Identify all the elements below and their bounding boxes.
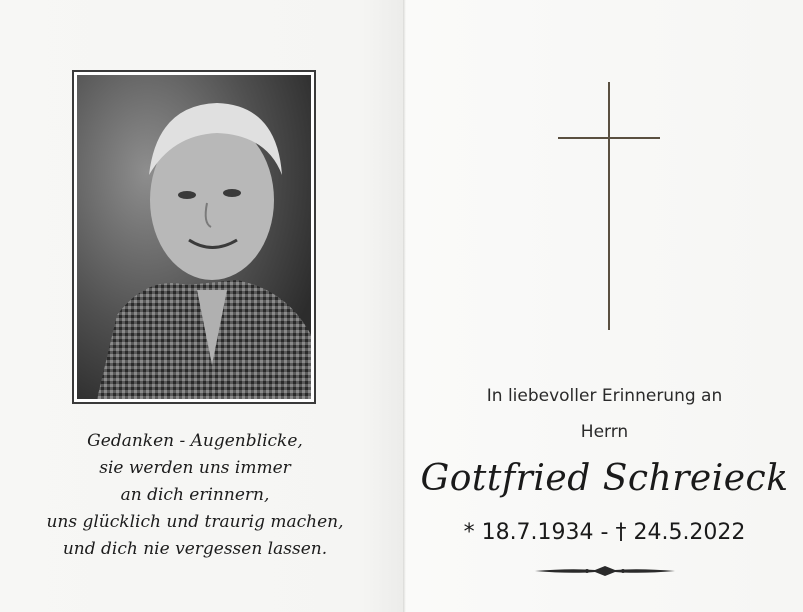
portrait-photo-icon (77, 75, 311, 399)
cross-icon (558, 82, 660, 330)
ornament-divider-icon (535, 564, 675, 578)
cross-vertical-bar (608, 82, 610, 330)
cross-horizontal-bar (558, 137, 660, 139)
poem-line: sie werden uns immer (99, 458, 291, 478)
life-dates: * 18.7.1934 - † 24.5.2022 (463, 520, 746, 545)
portrait-frame (72, 70, 316, 404)
poem-line: uns glücklich und traurig machen, (46, 512, 344, 532)
memorial-intro: In liebevoller Erinnerung an (486, 386, 723, 406)
deceased-name: Gottfried Schreieck (420, 458, 789, 499)
portrait-photo (77, 75, 311, 399)
memorial-title: Herrn (580, 422, 629, 442)
poem-line: und dich nie vergessen lassen. (62, 539, 328, 559)
poem-text (20, 428, 370, 563)
poem-line: Gedanken - Augenblicke, (87, 431, 303, 451)
poem-line: an dich erinnern, (120, 485, 270, 505)
